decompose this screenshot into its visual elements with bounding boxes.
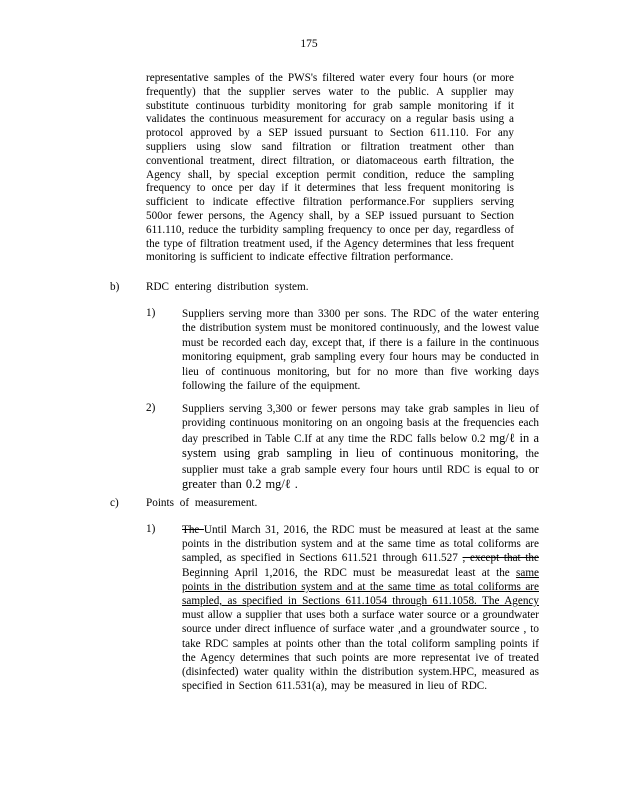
deleted-text: The <box>182 524 204 536</box>
section-c-heading: Points of measurement. <box>146 497 258 509</box>
section-b-item2-number: 2) <box>146 402 156 414</box>
section-b-item1-text: Suppliers serving more than 3300 per sons. The RDC of the water entering the distribution system must be monitored continuously, and the lowest value must be recorded each day, except that, if there is a failure in the continuous monitoring equipment, grab sampling every four hours may be conducted in lieu of continuous monitoring, but for no more than five working days following the failure of the equipment. <box>182 308 539 393</box>
section-b-item2-text-b: mg/ℓ in a system using grab sampling in lieu of continuous monitoring, <box>182 430 540 461</box>
inserted-text: same points in the distribution system and at the same time as total coliforms are sampled, as specified in Sections 611.1054 through 611.1058. The Agency <box>182 566 539 608</box>
section-b-item1-number: 1) <box>146 307 156 319</box>
section-b-item2-text <box>182 402 539 492</box>
amended-text: Beginning April 1,2016, the RDC must be measuredat least at the <box>182 566 516 579</box>
section-c-label: c) <box>110 497 119 509</box>
amended-text: must allow a supplier that uses both a surface water source or a groundwater source under direct influence of surface water ,and a groundwater source , to take RDC samples at points other than the total coliform sampling points if the Agency determines that such points are more representat ive of treated (disinfected) water quality within the distribution system.HPC, measured as specified in Section 611.531(a), may be measured in lieu of RDC. <box>182 609 539 693</box>
section-b-item2-text-d: to or greater than 0.2 mg/ℓ . <box>182 461 540 492</box>
section-b-label: b) <box>110 281 120 293</box>
section-c-item1-number: 1) <box>146 523 156 535</box>
deleted-text: , except that the <box>462 552 539 565</box>
page-number: 175 <box>300 38 318 50</box>
section-c-item1-text <box>182 523 539 693</box>
section-b-item2-text-a: Suppliers serving 3,300 or fewer persons may take grab samples in lieu of providing continuous monitoring on an ongoing basis at the frequencies each day prescribed in Table C.If at any time the RDC falls below 0.2 <box>182 403 539 445</box>
amended-text: Until March 31, 2016, the RDC must be measured at least at the same points in the distribution system and at the same time as total coliforms are sampled, as specified in Sections 611.521 through 611.527 <box>182 524 539 565</box>
section-b-heading: RDC entering distribution system. <box>146 281 309 293</box>
intro-paragraph: representative samples of the PWS's filtered water every four hours (or more frequently) that the supplier serves water to the public. A supplier may substitute continuous turbidity monitoring for grab sample monitoring if it validates the continuous measurement for accuracy on a regular basis using a protocol approved by a SEP issued pursuant to Section 611.110. For any suppliers using slow sand filtration or filtration treatment other than conventional treatment, direct filtration, or diatomaceous earth filtration, the Agency shall, by special exception permit condition, reduce the sampling frequency to once per day if it determines that less frequent monitoring is sufficient to indicate effective filtration performance.For suppliers serving 500or fewer persons, the Agency shall, by a SEP issued pursuant to Section 611.110, reduce the turbidity sampling frequency to once per day, regardless of the type of filtration treatment used, if the Agency determines that less frequent monitoring is sufficient to indicate effective filtration performance. <box>146 72 514 264</box>
section-b-item2-text-c: the supplier must take a grab sample every four hours until RDC is equal <box>182 448 539 476</box>
